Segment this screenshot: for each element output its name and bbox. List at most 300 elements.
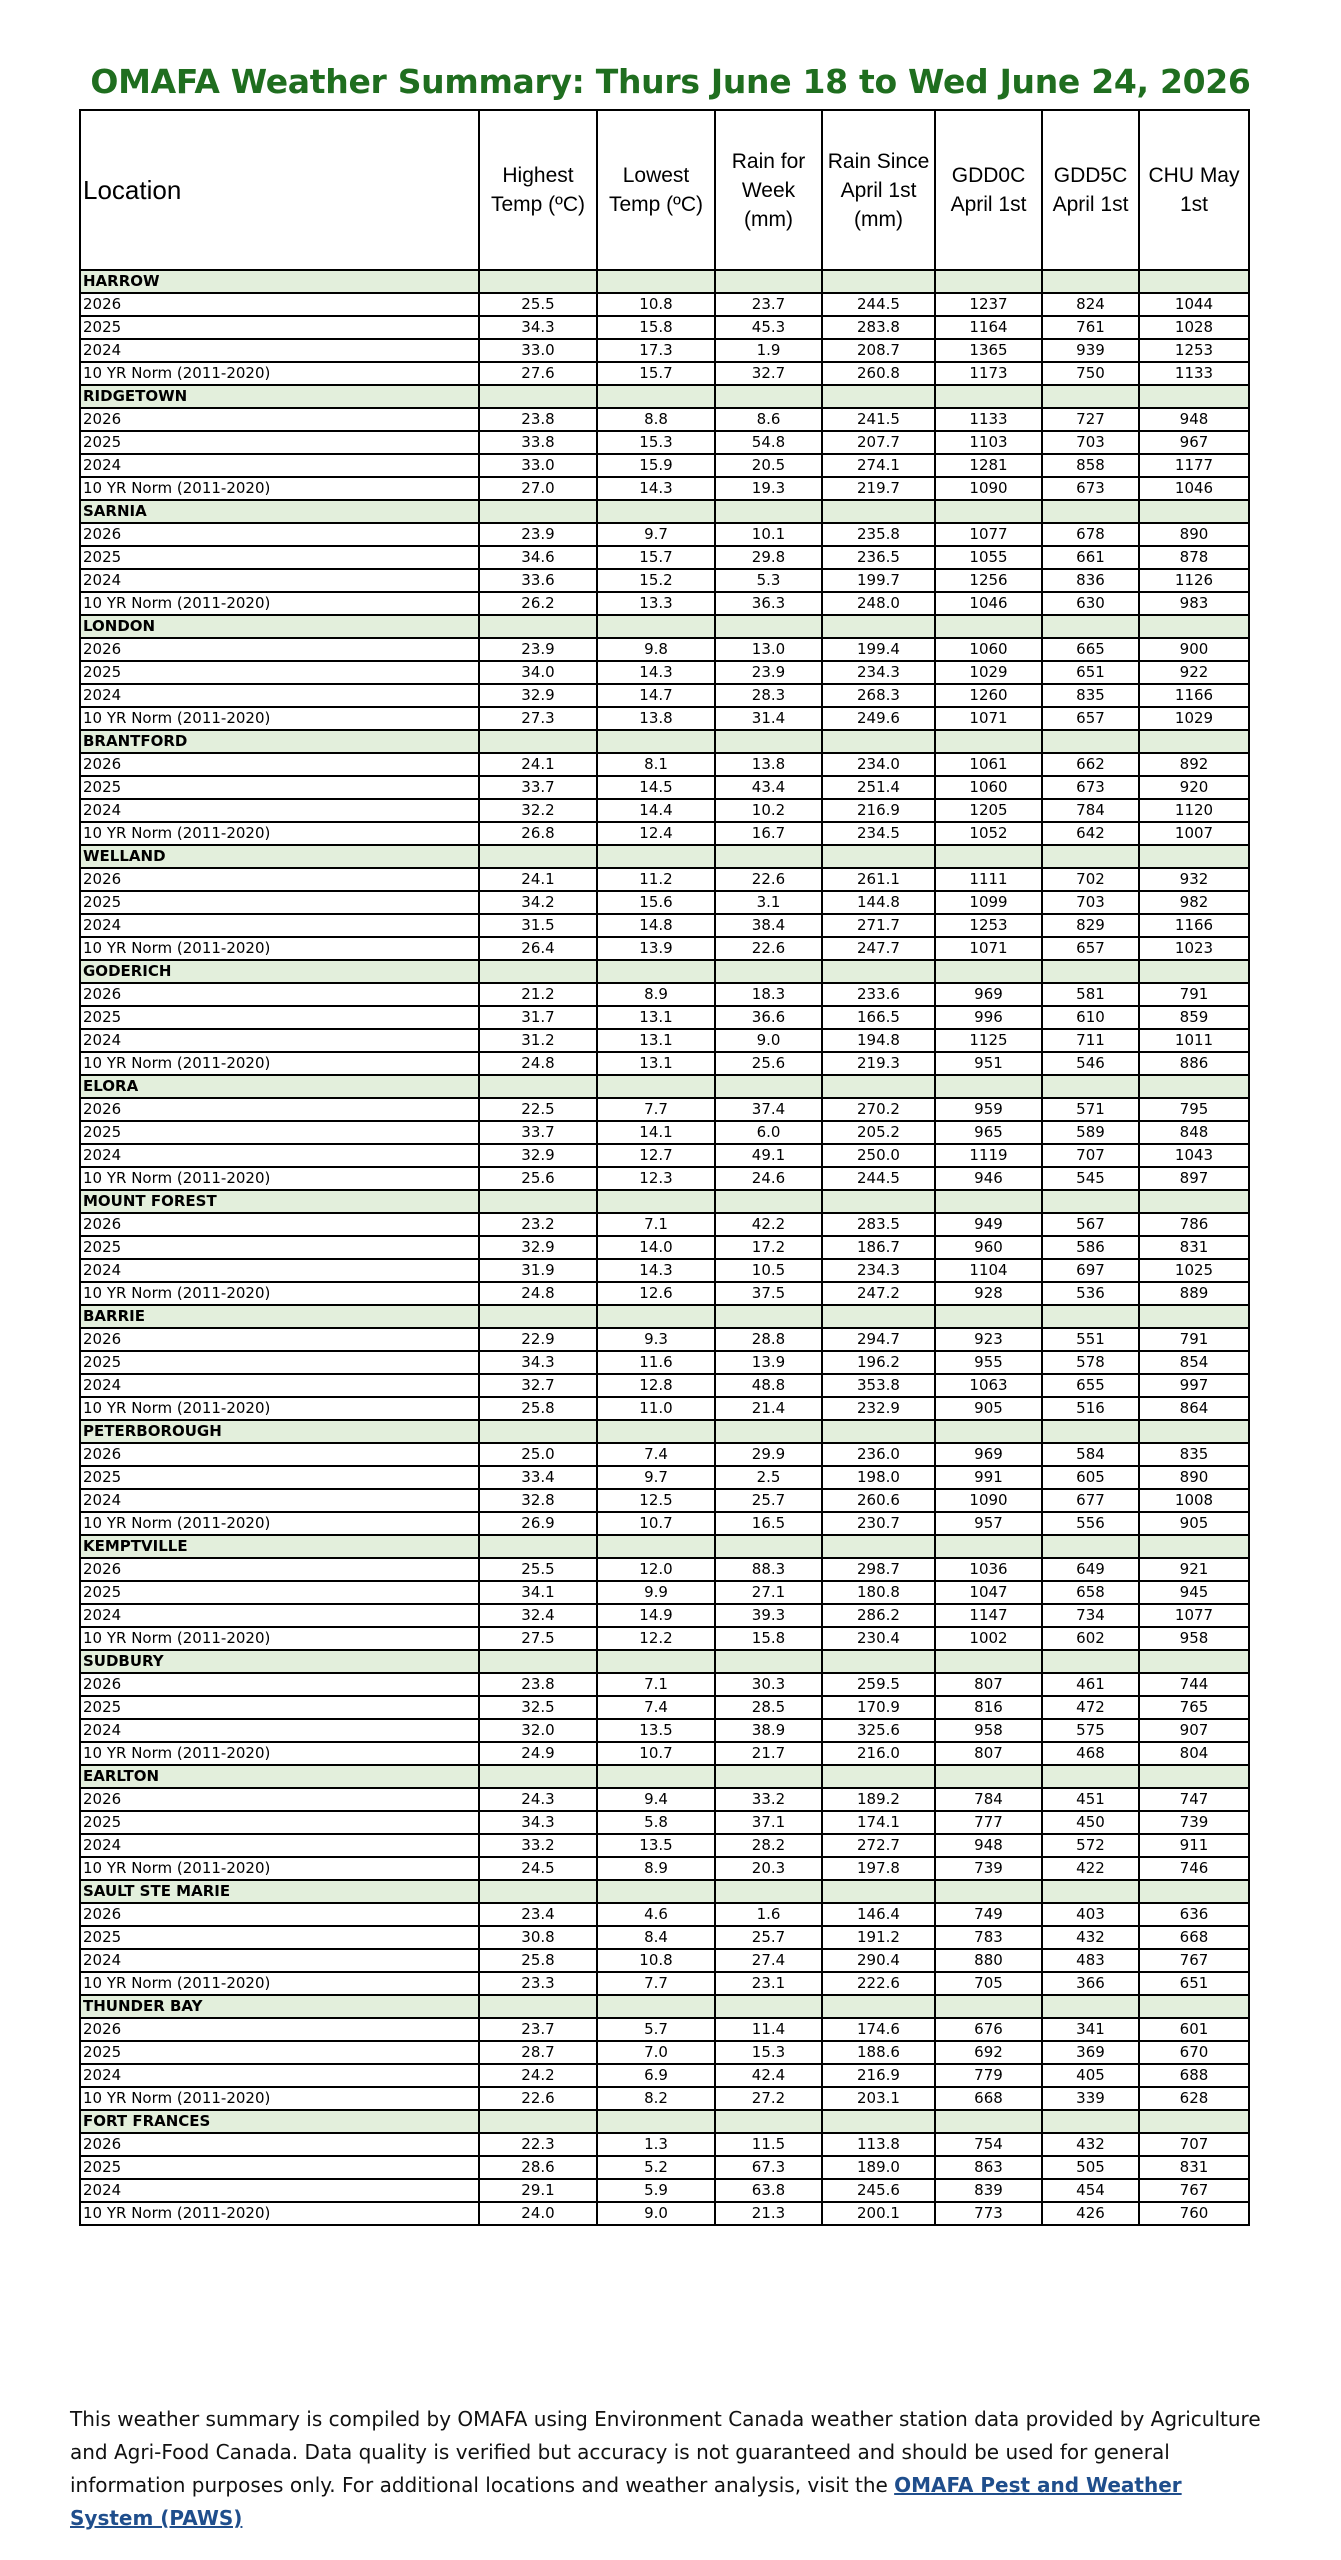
group-empty-cell xyxy=(1042,2110,1139,2133)
table-cell: 567 xyxy=(1042,1213,1139,1236)
table-cell: 197.8 xyxy=(822,1857,935,1880)
table-cell: 9.7 xyxy=(597,1466,715,1489)
table-cell: 432 xyxy=(1042,1926,1139,1949)
row-label: 10 YR Norm (2011-2020) xyxy=(80,707,479,730)
table-cell: 30.3 xyxy=(715,1673,822,1696)
group-empty-cell xyxy=(715,1650,822,1673)
group-empty-cell xyxy=(935,500,1042,523)
table-cell: 23.8 xyxy=(479,1673,597,1696)
table-cell: 878 xyxy=(1139,546,1249,569)
row-label: 2025 xyxy=(80,1581,479,1604)
group-empty-cell xyxy=(597,845,715,868)
table-cell: 24.2 xyxy=(479,2064,597,2087)
table-cell: 795 xyxy=(1139,1098,1249,1121)
table-row xyxy=(80,1696,1249,1719)
table-cell: 1044 xyxy=(1139,293,1249,316)
table-cell: 1060 xyxy=(935,638,1042,661)
row-label: 10 YR Norm (2011-2020) xyxy=(80,822,479,845)
table-cell: 17.2 xyxy=(715,1236,822,1259)
table-cell: 200.1 xyxy=(822,2202,935,2225)
group-empty-cell xyxy=(1042,845,1139,868)
row-label: 10 YR Norm (2011-2020) xyxy=(80,1512,479,1535)
group-empty-cell xyxy=(1139,615,1249,638)
table-cell: 18.3 xyxy=(715,983,822,1006)
row-label: 10 YR Norm (2011-2020) xyxy=(80,362,479,385)
table-row xyxy=(80,1512,1249,1535)
table-cell: 405 xyxy=(1042,2064,1139,2087)
table-cell: 23.9 xyxy=(715,661,822,684)
table-cell: 28.2 xyxy=(715,1834,822,1857)
table-cell: 1060 xyxy=(935,776,1042,799)
table-cell: 1205 xyxy=(935,799,1042,822)
table-cell: 655 xyxy=(1042,1374,1139,1397)
table-cell: 29.1 xyxy=(479,2179,597,2202)
table-cell: 571 xyxy=(1042,1098,1139,1121)
table-cell: 1028 xyxy=(1139,316,1249,339)
group-empty-cell xyxy=(597,1995,715,2018)
table-row xyxy=(80,1558,1249,1581)
table-cell: 34.0 xyxy=(479,661,597,684)
table-cell: 34.3 xyxy=(479,1811,597,1834)
group-empty-cell xyxy=(1139,1995,1249,2018)
group-empty-cell xyxy=(935,1995,1042,2018)
table-cell: 5.7 xyxy=(597,2018,715,2041)
table-cell: 835 xyxy=(1042,684,1139,707)
table-row xyxy=(80,2179,1249,2202)
table-cell: 651 xyxy=(1042,661,1139,684)
table-cell: 33.0 xyxy=(479,454,597,477)
table-cell: 1104 xyxy=(935,1259,1042,1282)
table-cell: 739 xyxy=(1139,1811,1249,1834)
table-cell: 572 xyxy=(1042,1834,1139,1857)
table-cell: 38.9 xyxy=(715,1719,822,1742)
table-cell: 10.5 xyxy=(715,1259,822,1282)
group-empty-cell xyxy=(1042,1420,1139,1443)
group-empty-cell xyxy=(479,270,597,293)
table-cell: 8.4 xyxy=(597,1926,715,1949)
group-empty-cell xyxy=(1042,960,1139,983)
table-cell: 25.0 xyxy=(479,1443,597,1466)
table-cell: 26.2 xyxy=(479,592,597,615)
table-cell: 923 xyxy=(935,1328,1042,1351)
group-empty-cell xyxy=(715,845,822,868)
row-label: 2024 xyxy=(80,2179,479,2202)
table-row xyxy=(80,822,1249,845)
location-group-row xyxy=(80,1535,1249,1558)
row-label: 10 YR Norm (2011-2020) xyxy=(80,937,479,960)
table-cell: 7.0 xyxy=(597,2041,715,2064)
table-cell: 505 xyxy=(1042,2156,1139,2179)
table-cell: 907 xyxy=(1139,1719,1249,1742)
table-cell: 34.6 xyxy=(479,546,597,569)
table-cell: 677 xyxy=(1042,1489,1139,1512)
row-label: 10 YR Norm (2011-2020) xyxy=(80,1282,479,1305)
table-row xyxy=(80,1397,1249,1420)
table-cell: 33.7 xyxy=(479,1121,597,1144)
group-empty-cell xyxy=(822,1880,935,1903)
table-row xyxy=(80,2041,1249,2064)
table-cell: 205.2 xyxy=(822,1121,935,1144)
table-row xyxy=(80,477,1249,500)
group-empty-cell xyxy=(935,960,1042,983)
table-cell: 536 xyxy=(1042,1282,1139,1305)
table-cell: 27.1 xyxy=(715,1581,822,1604)
table-cell: 23.1 xyxy=(715,1972,822,1995)
table-cell: 166.5 xyxy=(822,1006,935,1029)
table-cell: 6.9 xyxy=(597,2064,715,2087)
table-cell: 10.1 xyxy=(715,523,822,546)
table-cell: 234.0 xyxy=(822,753,935,776)
table-cell: 29.9 xyxy=(715,1443,822,1466)
table-cell: 32.7 xyxy=(715,362,822,385)
table-cell: 673 xyxy=(1042,477,1139,500)
table-cell: 949 xyxy=(935,1213,1042,1236)
table-cell: 858 xyxy=(1042,454,1139,477)
table-row xyxy=(80,776,1249,799)
group-empty-cell xyxy=(479,615,597,638)
row-label: 2025 xyxy=(80,1696,479,1719)
table-cell: 12.8 xyxy=(597,1374,715,1397)
table-cell: 578 xyxy=(1042,1351,1139,1374)
table-cell: 16.7 xyxy=(715,822,822,845)
row-label: 2024 xyxy=(80,2064,479,2087)
table-cell: 1133 xyxy=(935,408,1042,431)
row-label: 2024 xyxy=(80,1719,479,1742)
row-label: 2025 xyxy=(80,1006,479,1029)
row-label: 2025 xyxy=(80,1351,479,1374)
location-name: PETERBOROUGH xyxy=(80,1420,479,1443)
row-label: 2025 xyxy=(80,1466,479,1489)
row-label: 2024 xyxy=(80,1834,479,1857)
table-row xyxy=(80,891,1249,914)
table-cell: 1119 xyxy=(935,1144,1042,1167)
group-empty-cell xyxy=(1042,1190,1139,1213)
table-cell: 589 xyxy=(1042,1121,1139,1144)
header-gdd5c: GDD5C April 1st xyxy=(1042,110,1139,270)
table-cell: 22.5 xyxy=(479,1098,597,1121)
table-cell: 196.2 xyxy=(822,1351,935,1374)
group-empty-cell xyxy=(597,1075,715,1098)
group-empty-cell xyxy=(1042,1075,1139,1098)
row-label: 2024 xyxy=(80,684,479,707)
table-row xyxy=(80,661,1249,684)
table-cell: 274.1 xyxy=(822,454,935,477)
table-row xyxy=(80,1581,1249,1604)
table-row xyxy=(80,362,1249,385)
table-row xyxy=(80,2087,1249,2110)
table-cell: 247.2 xyxy=(822,1282,935,1305)
table-cell: 33.6 xyxy=(479,569,597,592)
table-cell: 468 xyxy=(1042,1742,1139,1765)
table-cell: 232.9 xyxy=(822,1397,935,1420)
table-cell: 235.8 xyxy=(822,523,935,546)
table-cell: 13.0 xyxy=(715,638,822,661)
table-cell: 702 xyxy=(1042,868,1139,891)
table-cell: 38.4 xyxy=(715,914,822,937)
table-cell: 249.6 xyxy=(822,707,935,730)
table-cell: 661 xyxy=(1042,546,1139,569)
location-group-row xyxy=(80,500,1249,523)
table-cell: 848 xyxy=(1139,1121,1249,1144)
location-name: SAULT STE MARIE xyxy=(80,1880,479,1903)
table-cell: 816 xyxy=(935,1696,1042,1719)
table-cell: 33.0 xyxy=(479,339,597,362)
table-cell: 26.9 xyxy=(479,1512,597,1535)
table-cell: 863 xyxy=(935,2156,1042,2179)
table-cell: 251.4 xyxy=(822,776,935,799)
table-cell: 23.2 xyxy=(479,1213,597,1236)
table-cell: 27.4 xyxy=(715,1949,822,1972)
table-cell: 705 xyxy=(935,1972,1042,1995)
table-cell: 32.5 xyxy=(479,1696,597,1719)
table-cell: 15.7 xyxy=(597,546,715,569)
table-cell: 29.8 xyxy=(715,546,822,569)
group-empty-cell xyxy=(1042,1765,1139,1788)
table-row xyxy=(80,1788,1249,1811)
table-cell: 859 xyxy=(1139,1006,1249,1029)
table-cell: 7.4 xyxy=(597,1696,715,1719)
page-title: OMAFA Weather Summary: Thurs June 18 to Wed June 24, 2026 xyxy=(90,62,1251,101)
group-empty-cell xyxy=(597,730,715,753)
row-label: 2024 xyxy=(80,1029,479,1052)
table-cell: 27.3 xyxy=(479,707,597,730)
group-empty-cell xyxy=(597,1535,715,1558)
table-cell: 188.6 xyxy=(822,2041,935,2064)
table-row xyxy=(80,799,1249,822)
row-label: 2025 xyxy=(80,1121,479,1144)
table-cell: 1047 xyxy=(935,1581,1042,1604)
table-cell: 186.7 xyxy=(822,1236,935,1259)
table-cell: 208.7 xyxy=(822,339,935,362)
table-cell: 836 xyxy=(1042,569,1139,592)
table-cell: 199.7 xyxy=(822,569,935,592)
table-row xyxy=(80,2018,1249,2041)
row-label: 2026 xyxy=(80,753,479,776)
table-cell: 48.8 xyxy=(715,1374,822,1397)
table-cell: 216.9 xyxy=(822,799,935,822)
table-cell: 24.0 xyxy=(479,2202,597,2225)
table-cell: 298.7 xyxy=(822,1558,935,1581)
table-cell: 25.6 xyxy=(479,1167,597,1190)
table-cell: 676 xyxy=(935,2018,1042,2041)
row-label: 2026 xyxy=(80,2018,479,2041)
table-cell: 207.7 xyxy=(822,431,935,454)
table-cell: 707 xyxy=(1042,1144,1139,1167)
table-cell: 889 xyxy=(1139,1282,1249,1305)
footer-text: This weather summary is compiled by OMAFA using Environment Canada weather station data provided by Agriculture and Agri-Food Canada. Data quality is verified but accuracy is not guaranteed and should be used for general information purposes only. For additional locations and weather analysis, visit the xyxy=(70,2407,1261,2497)
table-cell: 13.5 xyxy=(597,1719,715,1742)
table-cell: 14.5 xyxy=(597,776,715,799)
group-empty-cell xyxy=(822,1190,935,1213)
table-cell: 928 xyxy=(935,1282,1042,1305)
table-cell: 12.5 xyxy=(597,1489,715,1512)
table-cell: 784 xyxy=(1042,799,1139,822)
table-row xyxy=(80,1052,1249,1075)
header-chu: CHU May 1st xyxy=(1139,110,1249,270)
table-cell: 678 xyxy=(1042,523,1139,546)
group-empty-cell xyxy=(935,1075,1042,1098)
table-cell: 32.7 xyxy=(479,1374,597,1397)
table-cell: 422 xyxy=(1042,1857,1139,1880)
location-group-row xyxy=(80,1650,1249,1673)
group-empty-cell xyxy=(715,1305,822,1328)
table-cell: 13.1 xyxy=(597,1052,715,1075)
table-row xyxy=(80,1098,1249,1121)
table-cell: 969 xyxy=(935,983,1042,1006)
row-label: 10 YR Norm (2011-2020) xyxy=(80,1167,479,1190)
table-row xyxy=(80,1857,1249,1880)
table-cell: 922 xyxy=(1139,661,1249,684)
row-label: 2025 xyxy=(80,1811,479,1834)
group-empty-cell xyxy=(479,1880,597,1903)
group-empty-cell xyxy=(822,1420,935,1443)
table-cell: 1166 xyxy=(1139,684,1249,707)
location-name: BRANTFORD xyxy=(80,730,479,753)
table-cell: 12.7 xyxy=(597,1144,715,1167)
table-cell: 28.7 xyxy=(479,2041,597,2064)
table-cell: 290.4 xyxy=(822,1949,935,1972)
table-cell: 969 xyxy=(935,1443,1042,1466)
table-cell: 31.2 xyxy=(479,1029,597,1052)
table-cell: 144.8 xyxy=(822,891,935,914)
row-label: 2026 xyxy=(80,1558,479,1581)
table-cell: 283.5 xyxy=(822,1213,935,1236)
table-cell: 34.1 xyxy=(479,1581,597,1604)
table-cell: 12.0 xyxy=(597,1558,715,1581)
table-cell: 13.1 xyxy=(597,1029,715,1052)
table-cell: 1090 xyxy=(935,1489,1042,1512)
table-cell: 22.6 xyxy=(715,937,822,960)
row-label: 10 YR Norm (2011-2020) xyxy=(80,1857,479,1880)
table-cell: 37.5 xyxy=(715,1282,822,1305)
group-empty-cell xyxy=(935,845,1042,868)
table-cell: 250.0 xyxy=(822,1144,935,1167)
group-empty-cell xyxy=(822,500,935,523)
table-cell: 1281 xyxy=(935,454,1042,477)
table-cell: 14.1 xyxy=(597,1121,715,1144)
table-cell: 749 xyxy=(935,1903,1042,1926)
table-cell: 839 xyxy=(935,2179,1042,2202)
table-cell: 777 xyxy=(935,1811,1042,1834)
table-cell: 12.3 xyxy=(597,1167,715,1190)
group-empty-cell xyxy=(935,1190,1042,1213)
paws-link[interactable]: OMAFA Pest and Weather System (PAWS) xyxy=(70,2473,1182,2530)
table-cell: 9.3 xyxy=(597,1328,715,1351)
location-name: GODERICH xyxy=(80,960,479,983)
table-row xyxy=(80,1972,1249,1995)
row-label: 2025 xyxy=(80,891,479,914)
table-cell: 24.8 xyxy=(479,1282,597,1305)
table-cell: 366 xyxy=(1042,1972,1139,1995)
table-cell: 584 xyxy=(1042,1443,1139,1466)
table-cell: 807 xyxy=(935,1673,1042,1696)
group-empty-cell xyxy=(822,1995,935,2018)
table-row xyxy=(80,684,1249,707)
location-group-row xyxy=(80,1995,1249,2018)
table-cell: 1147 xyxy=(935,1604,1042,1627)
table-cell: 779 xyxy=(935,2064,1042,2087)
table-cell: 325.6 xyxy=(822,1719,935,1742)
group-empty-cell xyxy=(1042,615,1139,638)
table-cell: 9.0 xyxy=(715,1029,822,1052)
table-row xyxy=(80,592,1249,615)
row-label: 2024 xyxy=(80,1259,479,1282)
table-cell: 174.1 xyxy=(822,1811,935,1834)
table-cell: 1061 xyxy=(935,753,1042,776)
group-empty-cell xyxy=(822,1650,935,1673)
table-cell: 8.2 xyxy=(597,2087,715,2110)
table-cell: 7.7 xyxy=(597,1972,715,1995)
table-cell: 339 xyxy=(1042,2087,1139,2110)
table-cell: 189.0 xyxy=(822,2156,935,2179)
group-empty-cell xyxy=(1042,385,1139,408)
group-empty-cell xyxy=(479,1075,597,1098)
table-cell: 1.3 xyxy=(597,2133,715,2156)
table-cell: 14.3 xyxy=(597,477,715,500)
table-cell: 8.8 xyxy=(597,408,715,431)
table-row xyxy=(80,983,1249,1006)
table-cell: 25.5 xyxy=(479,1558,597,1581)
table-cell: 25.8 xyxy=(479,1397,597,1420)
table-cell: 1029 xyxy=(1139,707,1249,730)
group-empty-cell xyxy=(1139,1880,1249,1903)
table-cell: 948 xyxy=(935,1834,1042,1857)
table-cell: 651 xyxy=(1139,1972,1249,1995)
table-cell: 9.0 xyxy=(597,2202,715,2225)
table-cell: 261.1 xyxy=(822,868,935,891)
table-cell: 234.3 xyxy=(822,1259,935,1282)
table-row xyxy=(80,1926,1249,1949)
table-cell: 581 xyxy=(1042,983,1139,1006)
table-cell: 642 xyxy=(1042,822,1139,845)
group-empty-cell xyxy=(935,1305,1042,1328)
table-cell: 13.1 xyxy=(597,1006,715,1029)
table-cell: 42.4 xyxy=(715,2064,822,2087)
group-empty-cell xyxy=(1139,270,1249,293)
table-cell: 23.3 xyxy=(479,1972,597,1995)
group-empty-cell xyxy=(822,615,935,638)
table-cell: 23.7 xyxy=(715,293,822,316)
table-cell: 27.2 xyxy=(715,2087,822,2110)
group-empty-cell xyxy=(597,1765,715,1788)
group-empty-cell xyxy=(935,1535,1042,1558)
table-cell: 45.3 xyxy=(715,316,822,339)
row-label: 2026 xyxy=(80,1443,479,1466)
table-row xyxy=(80,1466,1249,1489)
group-empty-cell xyxy=(1042,1535,1139,1558)
table-cell: 10.2 xyxy=(715,799,822,822)
table-cell: 1011 xyxy=(1139,1029,1249,1052)
group-empty-cell xyxy=(935,615,1042,638)
table-row xyxy=(80,1282,1249,1305)
row-label: 2024 xyxy=(80,454,479,477)
location-name: SUDBURY xyxy=(80,1650,479,1673)
table-cell: 545 xyxy=(1042,1167,1139,1190)
table-cell: 1125 xyxy=(935,1029,1042,1052)
group-empty-cell xyxy=(715,1075,822,1098)
table-cell: 24.5 xyxy=(479,1857,597,1880)
table-cell: 24.1 xyxy=(479,868,597,891)
group-empty-cell xyxy=(1042,730,1139,753)
group-empty-cell xyxy=(597,1420,715,1443)
table-cell: 1036 xyxy=(935,1558,1042,1581)
location-name: SARNIA xyxy=(80,500,479,523)
group-empty-cell xyxy=(597,960,715,983)
table-cell: 602 xyxy=(1042,1627,1139,1650)
table-cell: 4.6 xyxy=(597,1903,715,1926)
table-cell: 1077 xyxy=(935,523,1042,546)
table-cell: 270.2 xyxy=(822,1098,935,1121)
